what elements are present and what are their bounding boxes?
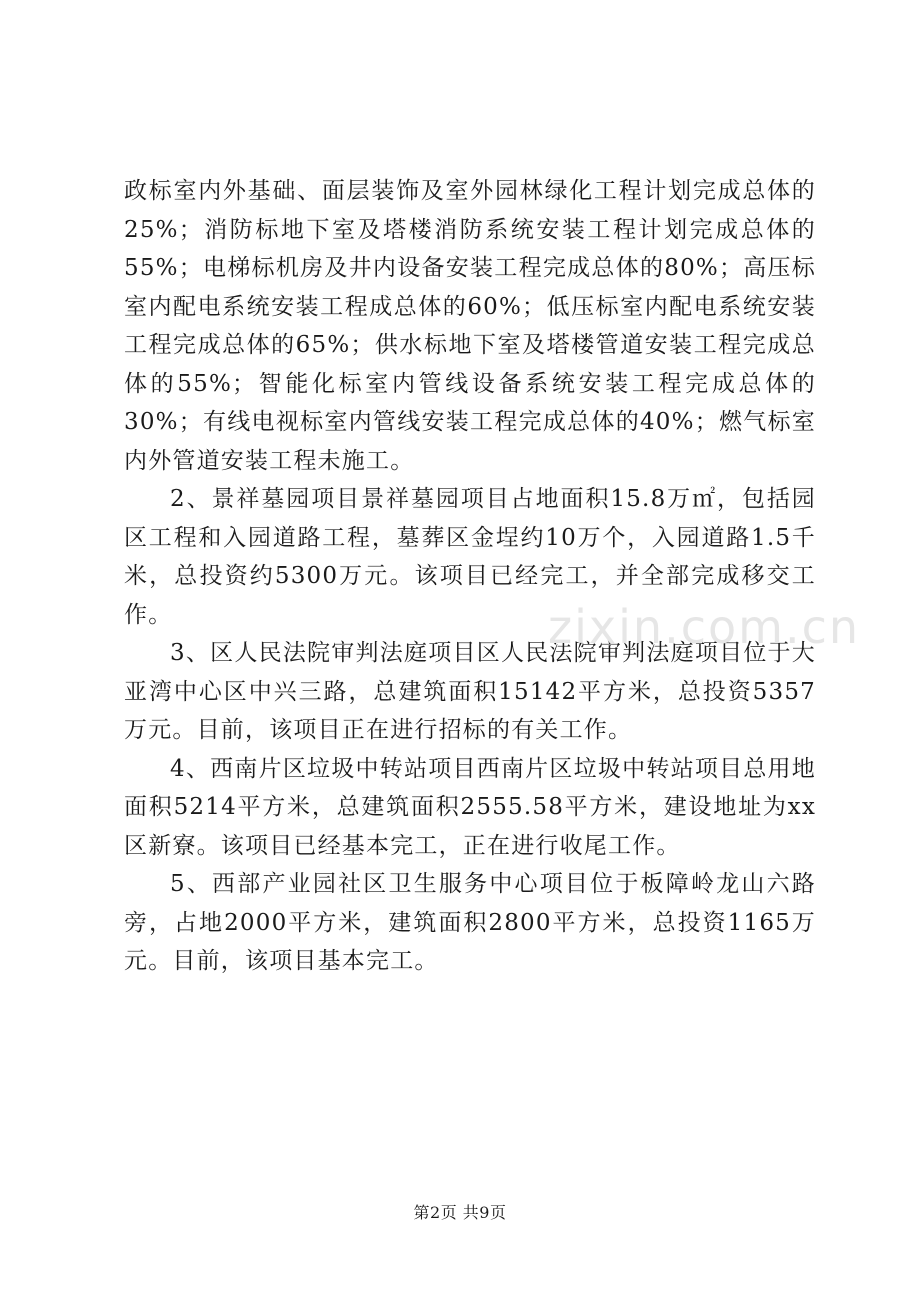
paragraph-2: 2、景祥墓园项目景祥墓园项目占地面积15.8万㎡，包括园区工程和入园道路工程，墓葬区金埕约10万个，入园道路1.5千米，总投资约5300万元。该项目已经完工，并全部完成移交工作。 xyxy=(124,486,816,628)
document-body xyxy=(124,172,816,981)
paragraph-5: 5、西部产业园社区卫生服务中心项目位于板障岭龙山六路旁，占地2000平方米，建筑面积2800平方米，总投资1165万元。目前，该项目基本完工。 xyxy=(124,871,816,974)
paragraph-3: 3、区人民法院审判法庭项目区人民法院审判法庭项目位于大亚湾中心区中兴三路，总建筑面积15142平方米，总投资5357万元。目前，该项目正在进行招标的有关工作。 xyxy=(124,640,816,743)
page-footer: 第2页 共9页 xyxy=(413,1203,507,1222)
paragraph-1: 政标室内外基础、面层装饰及室外园林绿化工程计划完成总体的25%；消防标地下室及塔楼消防系统安装工程计划完成总体的55%；电梯标机房及井内设备安装工程完成总体的80%；高压标室内配电系统安装工程成总体的60%；低压标室内配电系统安装工程完成总体的65%；供水标地下室及塔楼管道安装工程完成总体的55%；智能化标室内管线设备系统安装工程完成总体的30%；有线电视标室内管线安装工程完成总体的40%；燃气标室内外管道安装工程未施工。 xyxy=(124,178,816,474)
watermark: zixin.com.cn xyxy=(548,600,861,654)
paragraph-4: 4、西南片区垃圾中转站项目西南片区垃圾中转站项目总用地面积5214平方米，总建筑面积2555.58平方米，建设地址为xx区新寮。该项目已经基本完工，正在进行收尾工作。 xyxy=(124,755,816,859)
